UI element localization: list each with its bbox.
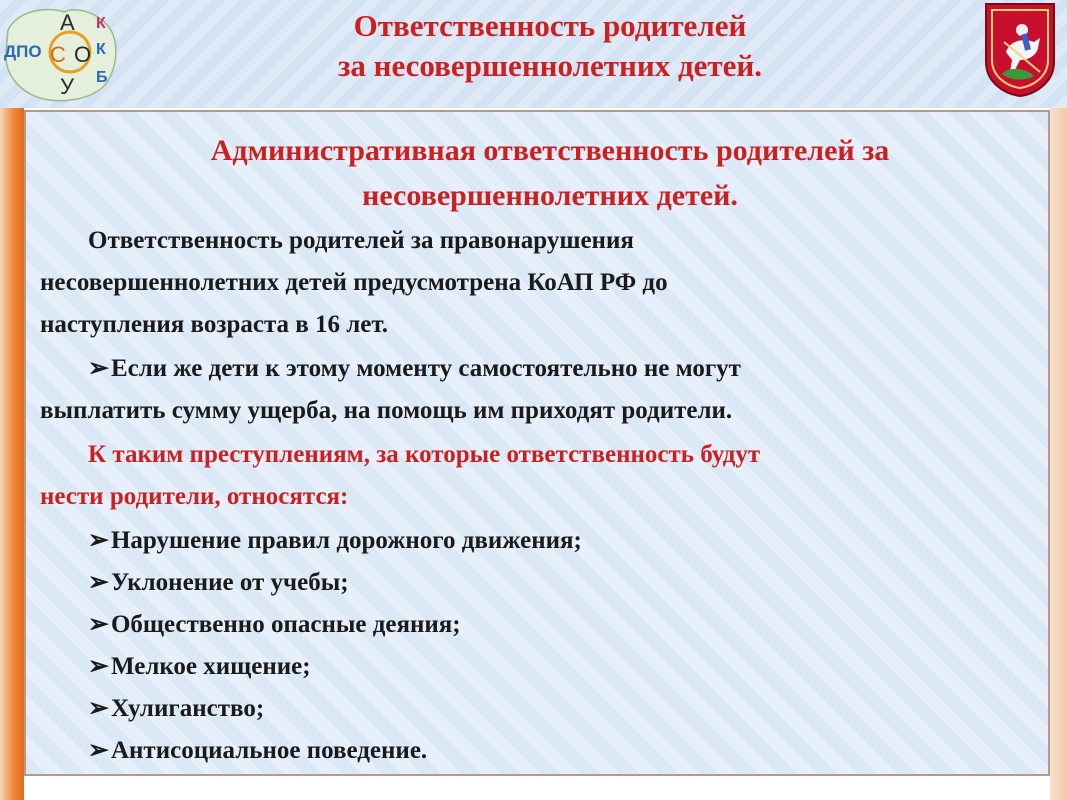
- moscow-coat-of-arms-icon: [984, 2, 1056, 98]
- list-item: [88, 694, 1067, 724]
- bullet-intro-line-1: Если же дети к этому моменту самостоятельно не могут: [110, 355, 741, 382]
- section-title-line-2: несовершеннолетних детей.: [362, 179, 738, 212]
- logo-side-letter-3: Б: [96, 69, 108, 86]
- para1-line-2: несовершеннолетних детей предусмотрена КоАП РФ до: [40, 269, 668, 296]
- list-item-text: Уклонение от учебы;: [110, 569, 349, 596]
- bullet-intro: [88, 354, 1067, 384]
- logo-letter-a: А: [60, 10, 75, 35]
- arrow-bullet-icon: ➢: [88, 569, 109, 596]
- red-line-2: нести родители, относятся:: [40, 483, 349, 510]
- arrow-bullet-icon: ➢: [88, 527, 109, 554]
- arrow-bullet-icon: ➢: [88, 653, 109, 680]
- para1-line-1: Ответственность родителей за правонарушения: [88, 227, 634, 254]
- para1-line-3: наступления возраста в 16 лет.: [40, 311, 389, 338]
- section-title-line-1: Административная ответственность родителей за: [210, 134, 890, 167]
- logo-letter-o: О: [74, 42, 92, 67]
- logo-side-letter-2: К: [96, 41, 106, 58]
- list-item: [88, 652, 1067, 682]
- list-item: [88, 568, 1067, 598]
- header-title-line-1: Ответственность родителей: [353, 8, 747, 43]
- list-item-text: Антисоциальное поведение.: [110, 737, 428, 764]
- red-line-1: К таким преступлениям, за которые ответственность будут: [88, 441, 761, 468]
- logo-left-text: ДПО: [4, 42, 42, 61]
- arrow-bullet-icon: ➢: [88, 695, 109, 722]
- logo-letter-u: У: [60, 74, 74, 99]
- section-title: [60, 128, 1040, 218]
- header-title-line-2: за несовершеннолетних детей.: [337, 48, 763, 83]
- list-item-text: Мелкое хищение;: [110, 653, 311, 680]
- arrow-bullet-icon: ➢: [88, 611, 109, 638]
- dposo-logo: [0, 0, 124, 106]
- list-item-text: Нарушение правил дорожного движения;: [110, 527, 582, 554]
- header-title: [200, 6, 900, 86]
- list-item-text: Хулиганство;: [110, 695, 265, 722]
- bullet-intro-line-2: выплатить сумму ущерба, на помощь им приходят родители.: [40, 397, 733, 424]
- arrow-bullet-icon: ➢: [88, 737, 109, 764]
- list-item: [88, 736, 1067, 766]
- list-item: [88, 610, 1067, 640]
- left-accent-bar: [0, 108, 24, 800]
- arrow-bullet-icon: ➢: [88, 355, 109, 382]
- logo-letter-s: С: [50, 42, 66, 67]
- list-item-text: Общественно опасные деяния;: [110, 611, 461, 638]
- list-item: [88, 526, 1067, 556]
- logo-side-letter-1: К: [96, 15, 106, 32]
